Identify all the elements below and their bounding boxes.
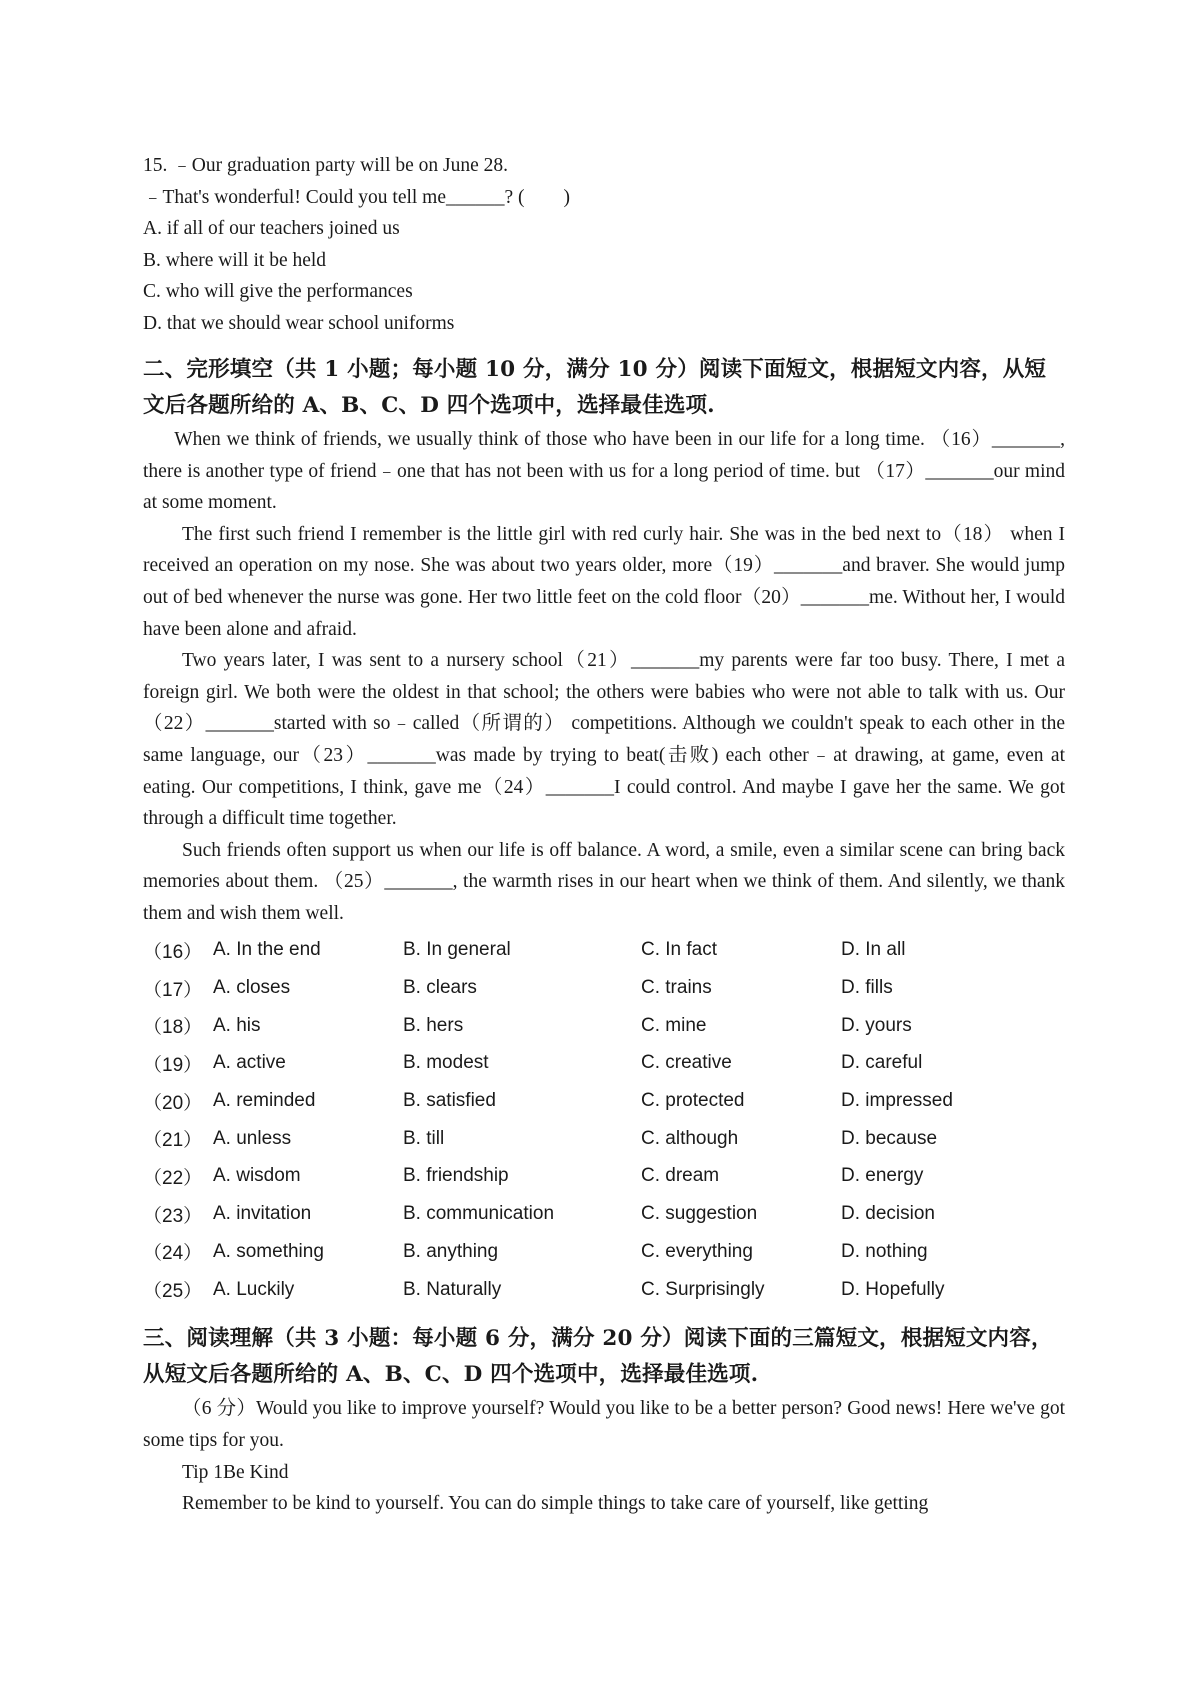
option-d: D. In all: [841, 939, 906, 961]
section-3-heading: 三、阅读理解（共 3 小题：每小题 6 分，满分 20 分）阅读下面的三篇短文，根据短文内容，从短文后各题所给的 A、B、C、D 四个选项中，选择最佳选项.: [143, 1326, 1053, 1388]
cloze-option-row: [143, 1233, 1065, 1271]
option-c: C. suggestion: [641, 1203, 758, 1225]
option-d: D. Hopefully: [841, 1278, 945, 1300]
option-number: （19）: [143, 1054, 203, 1076]
option-number: （17）: [143, 979, 203, 1001]
q15-option-a: A. if all of our teachers joined us: [143, 218, 400, 239]
cloze-option-row: [143, 1082, 1065, 1120]
option-c: C. Surprisingly: [641, 1278, 765, 1300]
option-d: D. because: [841, 1127, 938, 1149]
option-d: D. decision: [841, 1203, 935, 1225]
option-b: B. hers: [403, 1014, 464, 1036]
option-b: B. friendship: [403, 1165, 509, 1187]
cloze-option-row: [143, 1120, 1065, 1158]
option-c: C. trains: [641, 977, 712, 999]
cloze-option-row: [143, 1195, 1065, 1233]
section-2-heading: 二、完形填空（共 1 小题；每小题 10 分，满分 10 分）阅读下面短文，根据短文内容，从短文后各题所给的 A、B、C、D 四个选项中，选择最佳选项.: [143, 357, 1047, 418]
option-number: （18）: [143, 1017, 203, 1039]
section-cloze: [143, 352, 1065, 1308]
option-a: A. wisdom: [213, 1165, 301, 1187]
exam-page: [143, 150, 1065, 1520]
option-b: B. In general: [403, 939, 511, 961]
option-c: C. everything: [641, 1240, 753, 1262]
option-d: D. nothing: [841, 1240, 928, 1262]
option-c: C. creative: [641, 1052, 732, 1074]
reading-intro: （6 分）Would you like to improve yourself? Would you like to be a better person? Good news! Here we've got some tips for you.: [143, 1398, 1065, 1451]
option-b: B. satisfied: [403, 1090, 496, 1112]
option-b: B. anything: [403, 1240, 499, 1262]
cloze-option-row: [143, 1007, 1065, 1045]
cloze-paragraph-4: Such friends often support us when our life is off balance. A word, a smile, even a similar scene can bring back memories about them. （25）_______, the warmth rises in our heart when we think of them. And silently, we thank them and wish them well.: [143, 839, 1065, 924]
option-c: C. protected: [641, 1090, 745, 1112]
cloze-options-table: [143, 932, 1065, 1309]
option-number: （25）: [143, 1281, 203, 1303]
option-a: A. In the end: [213, 939, 321, 961]
option-a: A. Luckily: [213, 1278, 295, 1300]
q15-option-d: D. that we should wear school uniforms: [143, 312, 455, 334]
option-d: D. impressed: [841, 1090, 953, 1112]
option-c: C. dream: [641, 1165, 720, 1187]
cloze-option-row: [143, 1271, 1065, 1309]
option-c: C. mine: [641, 1014, 707, 1036]
cloze-option-row: [143, 1158, 1065, 1196]
option-a: A. active: [213, 1052, 286, 1074]
question-15: [143, 150, 1065, 339]
option-number: （20）: [143, 1092, 203, 1114]
option-a: A. something: [213, 1240, 324, 1262]
tip-1-text: Remember to be kind to yourself. You can do simple things to take care of yourself, like getting: [182, 1493, 929, 1515]
option-number: （23）: [143, 1205, 203, 1227]
option-b: B. till: [403, 1127, 445, 1149]
option-d: D. fills: [841, 977, 893, 999]
option-a: A. invitation: [213, 1203, 312, 1225]
option-b: B. communication: [403, 1203, 555, 1225]
option-c: C. In fact: [641, 939, 718, 961]
q15-stem-line-1: 15. ﹣Our graduation party will be on June 28.: [143, 155, 509, 176]
option-b: B. modest: [403, 1052, 489, 1074]
option-number: （21）: [143, 1130, 203, 1152]
cloze-option-row: [143, 969, 1065, 1007]
option-number: （24）: [143, 1243, 203, 1265]
q15-option-c: C. who will give the performances: [143, 281, 413, 302]
option-a: A. unless: [213, 1127, 292, 1149]
cloze-option-row: [143, 932, 1065, 970]
cloze-paragraph-1: When we think of friends, we usually think of those who have been in our life for a long time. （16）_______, there is another type of friend﹣one that has not been with us for a long period of time. but （17）_______our mind at some moment.: [143, 429, 1065, 514]
option-a: A. reminded: [213, 1090, 316, 1112]
cloze-option-row: [143, 1045, 1065, 1083]
option-number: （16）: [143, 941, 203, 963]
option-b: B. clears: [403, 977, 477, 999]
option-d: D. yours: [841, 1014, 912, 1036]
tip-1-title: Tip 1Be Kind: [182, 1461, 289, 1483]
section-reading: [143, 1321, 1065, 1519]
option-a: A. closes: [213, 977, 291, 999]
cloze-paragraph-2: The first such friend I remember is the little girl with red curly hair. She was in the bed next to（18） when I received an operation on my nose. She was about two years older, more（19）_______and braver. She would jump out of bed whenever the nurse was gone. Her two little feet on the cold floor（20）_______me. Without her, I would have been alone and afraid.: [143, 523, 1065, 640]
option-b: B. Naturally: [403, 1278, 502, 1300]
q15-stem-line-2: ﹣That's wonderful! Could you tell me______? ( ): [143, 186, 571, 208]
option-number: （22）: [143, 1167, 203, 1189]
option-c: C. although: [641, 1127, 739, 1149]
option-a: A. his: [213, 1014, 261, 1036]
q15-option-b: B. where will it be held: [143, 249, 327, 271]
cloze-paragraph-3: Two years later, I was sent to a nursery school（21）_______my parents were far too busy. There, I met a foreign girl. We both were the oldest in that school; the others were babies who were not able to talk with us. Our（22）_______started with so﹣called（所谓的） competitions. Although we couldn't speak to each other in the same language, our（23）_______was made by trying to beat(击败) each other﹣at drawing, at game, even at eating. Our competitions, I think, gave me（24）_______I could control. And maybe I gave her the same. We got through a difficult time together.: [143, 650, 1065, 830]
option-d: D. energy: [841, 1165, 924, 1187]
option-d: D. careful: [841, 1052, 923, 1074]
